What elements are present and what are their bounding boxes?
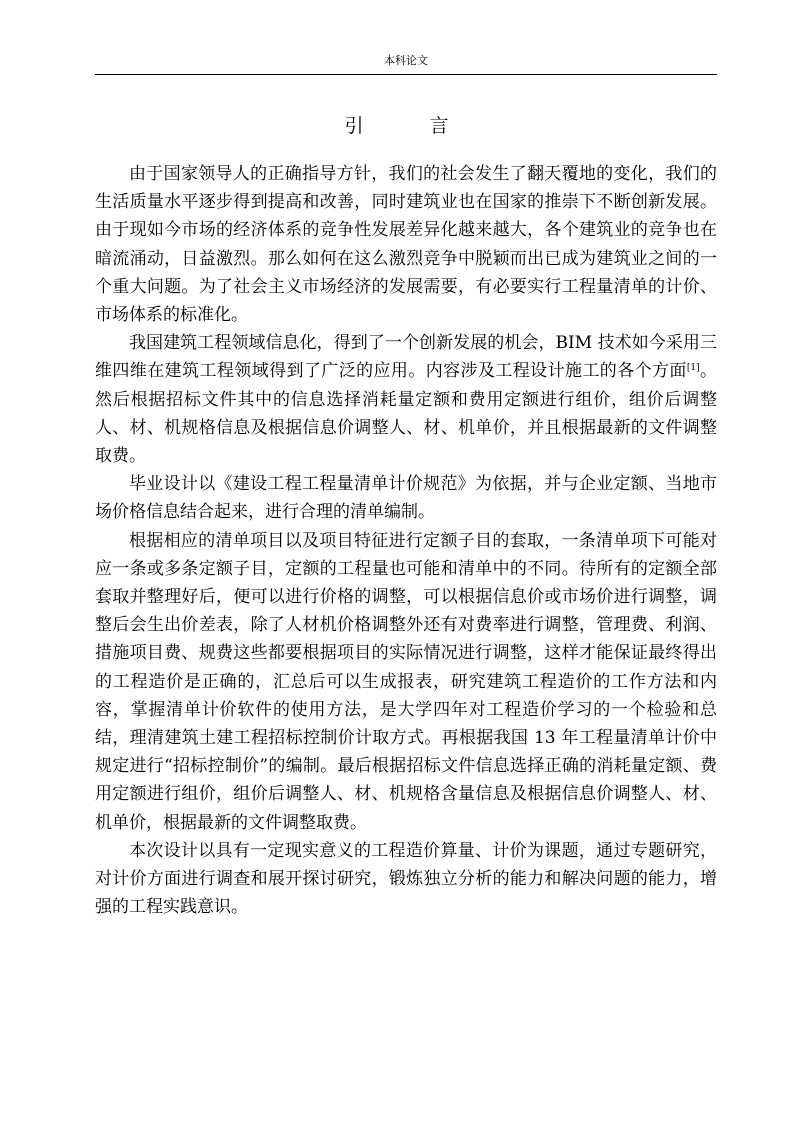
- paragraph-4: 根据相应的清单项目以及项目特征进行定额子目的套取，一条清单项下可能对应一条或多条定额子目，定额的工程量也可能和清单中的不同。待所有的定额全部套取并整理好后，便可以进行价格的调整，可以根据信息价或市场价进行调整，调整后会生出价差表，除了人材机价格调整外还有对费率进行调整，管理费、利润、措施项目费、规费这些都要根据项目的实际情况进行调整，这样才能保证最终得出的工程造价是正确的，汇总后可以生成报表，研究建筑工程造价的工作方法和内容，掌握清单计价软件的使用方法，是大学四年对工程造价学习的一个检验和总结，理清建筑土建工程招标控制价计取方式。再根据我国 13 年工程量清单计价中规定进行“招标控制价”的编制。最后根据招标文件信息选择正确的消耗量定额、费用定额进行组价，组价后调整人、材、机规格含量信息及根据信息价调整人、材、机单价，根据最新的文件调整取费。: [95, 530, 717, 833]
- document-body: [95, 160, 717, 921]
- paragraph-5: 本次设计以具有一定现实意义的工程造价算量、计价为课题，通过专题研究，对计价方面进行调查和展开探讨研究，锻炼独立分析的能力和解决问题的能力，增强的工程实践意识。: [95, 840, 717, 918]
- paragraph-2-text-b: 。然后根据招标文件其中的信息选择消耗量定额和费用定额进行组价，组价后调整人、材、机规格信息及根据信息价调整人、材、机单价，并且根据最新的文件调整取费。: [95, 361, 718, 467]
- paragraph-2-text-a: 我国建筑工程领域信息化，得到了一个创新发展的机会，BIM 技术如今采用三维四维在建筑工程领域得到了广泛的应用。内容涉及工程设计施工的各个方面: [95, 333, 717, 382]
- paragraph-2: [95, 329, 717, 470]
- running-header: [95, 54, 717, 75]
- paragraph-3: 毕业设计以《建设工程工程量清单计价规范》为依据，并与企业定额、当地市场价格信息结合起来，进行合理的清单编制。: [95, 474, 717, 523]
- header-label: 本科论文: [384, 54, 428, 67]
- paragraph-1: 由于国家领导人的正确指导方针，我们的社会发生了翻天覆地的变化，我们的生活质量水平逐步得到提高和改善，同时建筑业也在国家的推崇下不断创新发展。由于现如今市场的经济体系的竞争性发展差异化越来越大，各个建筑业的竞争也在暗流涌动，日益激烈。那么如何在这么激烈竞争中脱颖而出已成为建筑业之间的一个重大问题。为了社会主义市场经济的发展需要，有必要实行工程量清单的计价、市场体系的标准化。: [95, 164, 717, 326]
- citation-ref: [1]: [686, 363, 700, 374]
- section-title: 引 言: [344, 115, 479, 137]
